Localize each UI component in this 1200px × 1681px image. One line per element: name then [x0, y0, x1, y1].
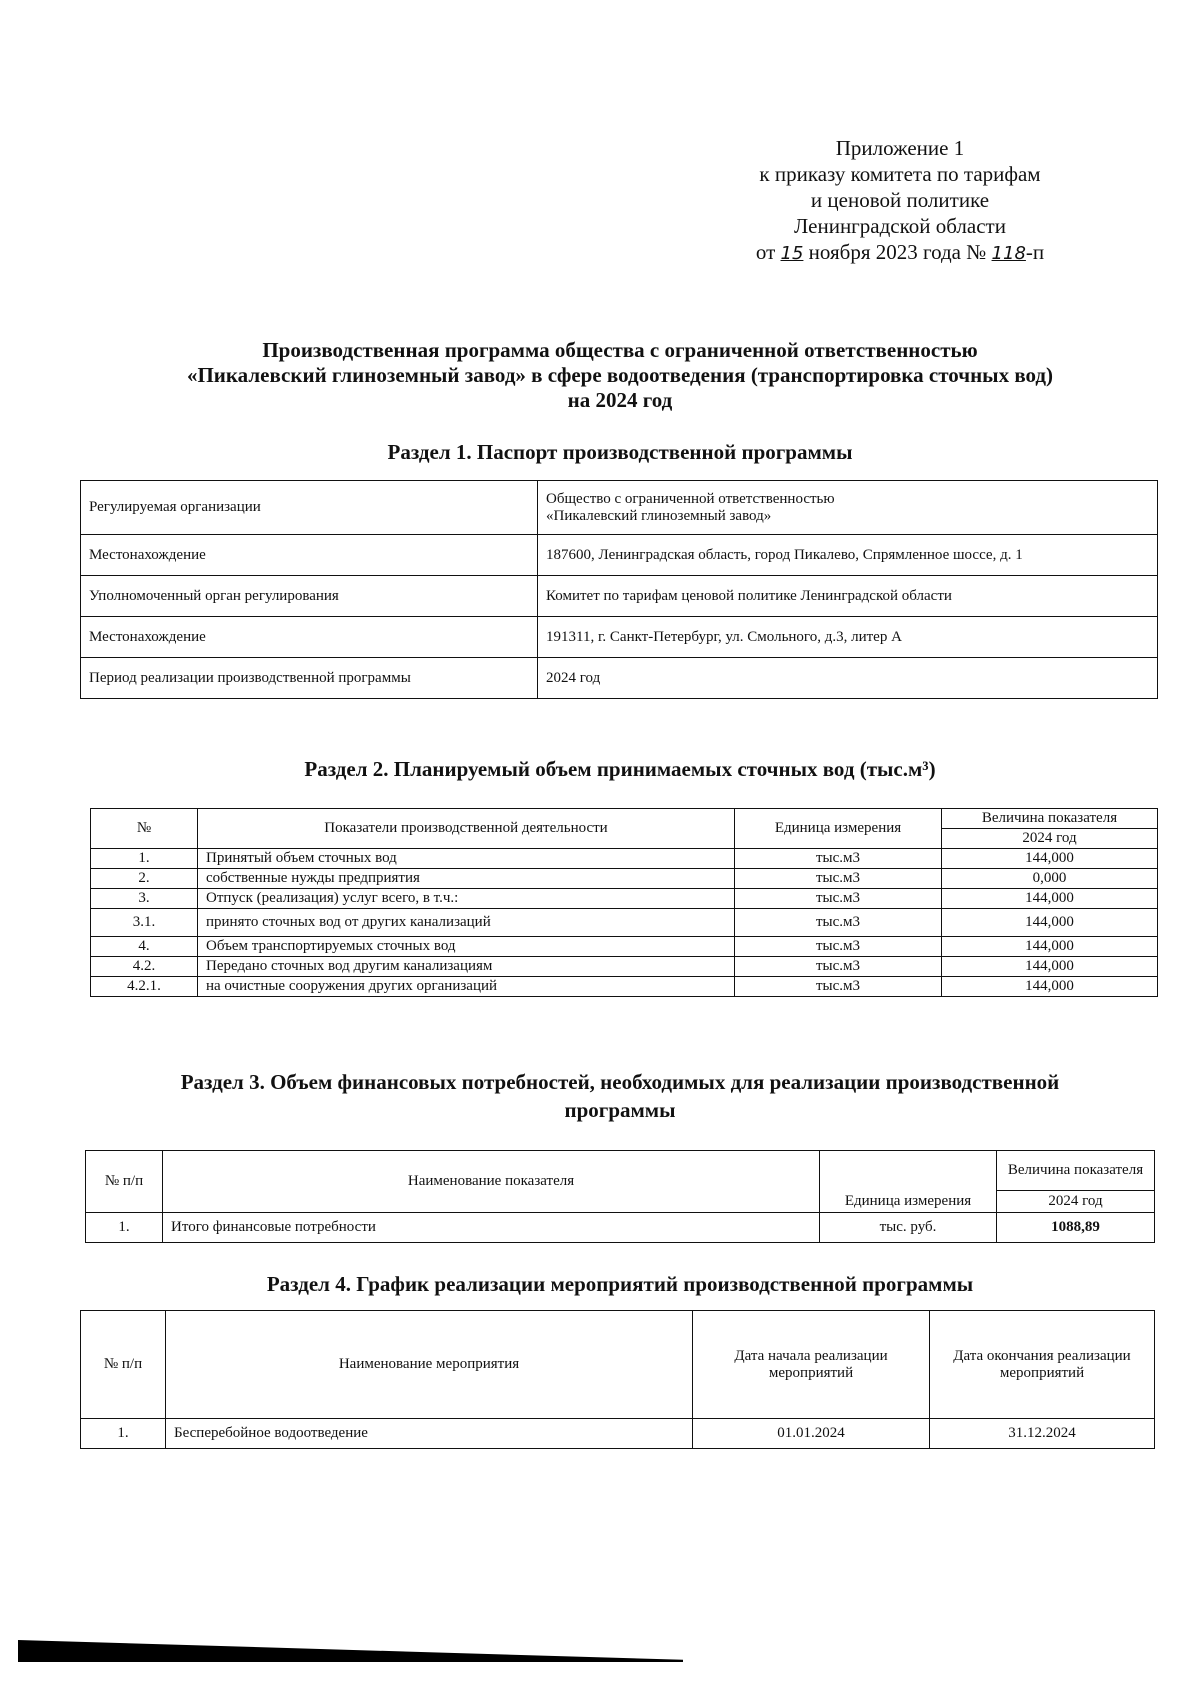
row-name: Бесперебойное водоотведение — [166, 1419, 693, 1449]
table-row — [81, 576, 1158, 617]
row-num: 1. — [91, 849, 198, 869]
row-name: Передано сточных вод другим канализациям — [198, 957, 735, 977]
table-row — [91, 849, 1158, 869]
table-header-row — [91, 809, 1158, 829]
handwritten-number: 118 — [991, 243, 1026, 264]
wastewater-volume-table — [90, 808, 1158, 997]
passport-value-line: Общество с ограниченной ответственностью — [546, 490, 835, 507]
title-line-1: Производственная программа общества с ограниченной ответственностью — [262, 338, 978, 362]
section2-title: Раздел 2. Планируемый объем принимаемых сточных вод (тыс.м³) — [304, 757, 936, 781]
header-name: Наименование мероприятия — [166, 1311, 693, 1419]
row-end-date: 31.12.2024 — [930, 1419, 1155, 1449]
table-row — [91, 957, 1158, 977]
financial-needs-table — [85, 1150, 1155, 1243]
passport-label: Регулируемая организации — [81, 481, 538, 535]
passport-table — [80, 480, 1158, 699]
table-row — [81, 617, 1158, 658]
table-row — [81, 481, 1158, 535]
table-row — [81, 535, 1158, 576]
row-unit: тыс.м3 — [735, 977, 942, 997]
row-name: принято сточных вод от других канализаций — [198, 909, 735, 937]
row-num: 3. — [91, 889, 198, 909]
row-name: Объем транспортируемых сточных вод — [198, 937, 735, 957]
appendix-line-3: и ценовой политике — [810, 188, 990, 212]
table-row — [91, 909, 1158, 937]
header-start: Дата начала реализации мероприятий — [693, 1311, 930, 1419]
row-unit: тыс.м3 — [735, 937, 942, 957]
appendix-line-1: Приложение 1 — [835, 136, 965, 160]
table-row — [81, 658, 1158, 699]
passport-label: Уполномоченный орган регулирования — [81, 576, 538, 617]
header-year: 2024 год — [942, 829, 1158, 849]
row-num: 1. — [86, 1213, 163, 1243]
table-row — [86, 1213, 1155, 1243]
header-indicator: Показатели производственной деятельности — [198, 809, 735, 849]
header-num: № п/п — [81, 1311, 166, 1419]
row-name: Отпуск (реализация) услуг всего, в т.ч.: — [198, 889, 735, 909]
row-value: 144,000 — [942, 889, 1158, 909]
passport-value: Комитет по тарифам ценовой политике Ленинградской области — [538, 576, 1158, 617]
schedule-table — [80, 1310, 1155, 1449]
scan-artifact-bar — [18, 1640, 683, 1662]
header-value: Величина показателя — [997, 1151, 1155, 1191]
section4-title: Раздел 4. График реализации мероприятий производственной программы — [266, 1272, 974, 1296]
order-date-line — [720, 239, 1080, 267]
row-unit: тыс.м3 — [735, 849, 942, 869]
header-unit: Единица измерения — [735, 809, 942, 849]
header-num: № п/п — [86, 1151, 163, 1213]
row-value: 1088,89 — [997, 1213, 1155, 1243]
passport-value: 191311, г. Санкт-Петербург, ул. Смольного, д.3, литер А — [538, 617, 1158, 658]
table-header-row — [81, 1311, 1155, 1419]
row-name: Итого финансовые потребности — [163, 1213, 820, 1243]
title-line-3: на 2024 год — [567, 388, 673, 412]
appendix-line-4: Ленинградской области — [794, 214, 1006, 238]
header-unit: Единица измерения — [820, 1151, 997, 1213]
section3-title-line-2: программы — [564, 1098, 676, 1122]
appendix-header — [720, 135, 1080, 267]
row-value: 144,000 — [942, 957, 1158, 977]
passport-value: 2024 год — [538, 658, 1158, 699]
row-unit: тыс.м3 — [735, 889, 942, 909]
date-middle: ноября 2023 года № — [808, 240, 987, 264]
document-title — [140, 338, 1100, 413]
row-num: 3.1. — [91, 909, 198, 937]
row-name: на очистные сооружения других организаций — [198, 977, 735, 997]
row-value: 144,000 — [942, 937, 1158, 957]
row-num: 4.2. — [91, 957, 198, 977]
row-unit: тыс. руб. — [820, 1213, 997, 1243]
passport-label: Местонахождение — [81, 617, 538, 658]
table-row — [91, 889, 1158, 909]
row-value: 144,000 — [942, 849, 1158, 869]
row-name: Принятый объем сточных вод — [198, 849, 735, 869]
passport-value: 187600, Ленинградская область, город Пикалево, Спрямленное шоссе, д. 1 — [538, 535, 1158, 576]
section3-title-line-1: Раздел 3. Объем финансовых потребностей, необходимых для реализации производственной — [180, 1070, 1060, 1094]
header-value: Величина показателя — [942, 809, 1158, 829]
table-row — [91, 977, 1158, 997]
row-num: 4.2.1. — [91, 977, 198, 997]
table-row — [91, 869, 1158, 889]
appendix-line-2: к приказу комитета по тарифам — [759, 162, 1041, 186]
passport-label: Местонахождение — [81, 535, 538, 576]
table-row — [81, 1419, 1155, 1449]
row-unit: тыс.м3 — [735, 869, 942, 889]
header-year: 2024 год — [997, 1191, 1155, 1213]
row-name: собственные нужды предприятия — [198, 869, 735, 889]
passport-label: Период реализации производственной программы — [81, 658, 538, 699]
row-unit: тыс.м3 — [735, 957, 942, 977]
section3-title — [100, 1068, 1140, 1124]
table-header-row — [86, 1151, 1155, 1191]
row-value: 144,000 — [942, 909, 1158, 937]
date-prefix: от — [755, 240, 776, 264]
row-start-date: 01.01.2024 — [693, 1419, 930, 1449]
passport-value-line: «Пикалевский глиноземный завод» — [546, 507, 772, 524]
header-num: № — [91, 809, 198, 849]
row-value: 144,000 — [942, 977, 1158, 997]
number-suffix: -п — [1025, 240, 1045, 264]
passport-value — [538, 481, 1158, 535]
table-row — [91, 937, 1158, 957]
row-num: 4. — [91, 937, 198, 957]
section1-title: Раздел 1. Паспорт производственной программы — [387, 440, 853, 464]
title-line-2: «Пикалевский глиноземный завод» в сфере водоотведения (транспортировка сточных вод) — [186, 363, 1054, 387]
header-end: Дата окончания реализации мероприятий — [930, 1311, 1155, 1419]
row-unit: тыс.м3 — [735, 909, 942, 937]
header-name: Наименование показателя — [163, 1151, 820, 1213]
row-num: 1. — [81, 1419, 166, 1449]
row-num: 2. — [91, 869, 198, 889]
handwritten-day: 15 — [780, 243, 804, 264]
row-value: 0,000 — [942, 869, 1158, 889]
